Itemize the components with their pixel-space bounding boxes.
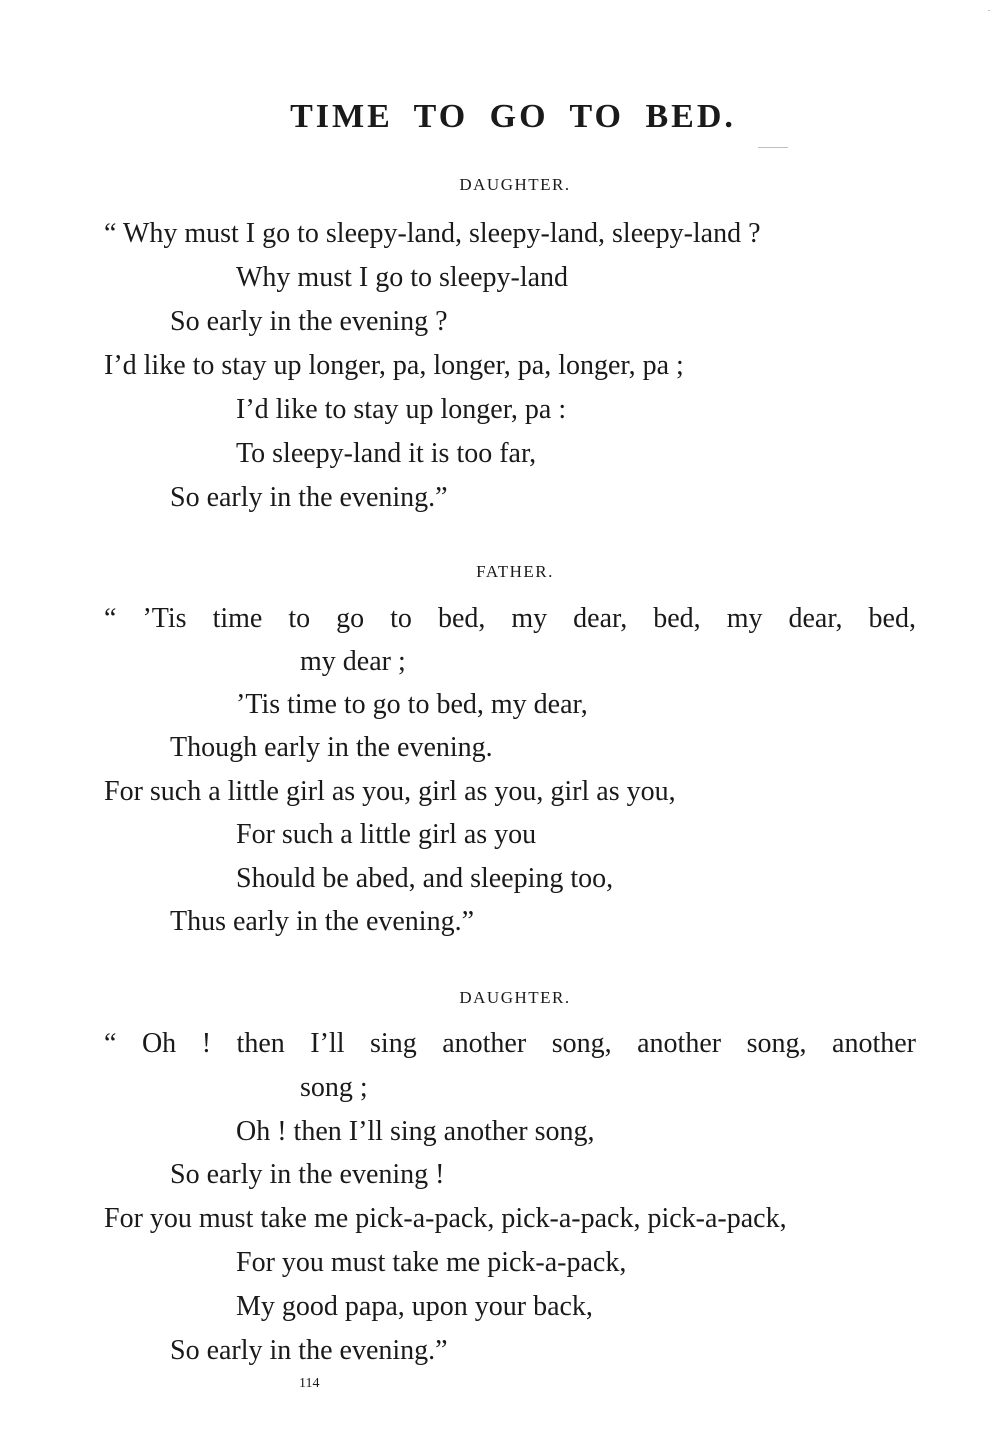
verse-line: For you must take me pick-a-pack,	[236, 1247, 627, 1278]
verse-line: Though early in the evening.	[170, 732, 493, 763]
verse-line: song ;	[300, 1072, 368, 1103]
verse-line: I’d like to stay up longer, pa, longer, pa, longer, pa ;	[104, 350, 684, 381]
verse-line: Oh ! then I’ll sing another song,	[236, 1116, 595, 1147]
speaker-label: DAUGHTER.	[459, 988, 571, 1007]
page-number: 114	[299, 1376, 320, 1391]
verse-line: Thus early in the evening.”	[170, 906, 475, 937]
speaker-label: FATHER.	[476, 562, 554, 581]
verse-line: My good papa, upon your back,	[236, 1291, 593, 1322]
verse-line: So early in the evening !	[170, 1159, 445, 1190]
verse-line: Why must I go to sleepy-land	[236, 262, 569, 293]
verse-line: For you must take me pick-a-pack, pick-a-pack, pick-a-pack,	[104, 1203, 787, 1234]
scan-speck	[988, 10, 990, 11]
verse-line: “ Oh ! then I’ll sing another song, another song, another	[104, 1028, 916, 1059]
verse-line: To sleepy-land it is too far,	[236, 438, 537, 469]
verse-line: “ ’Tis time to go to bed, my dear, bed, my dear, bed,	[104, 603, 916, 634]
verse-line: “ Why must I go to sleepy-land, sleepy-land, sleepy-land ?	[104, 218, 761, 249]
verse-line: ’Tis time to go to bed, my dear,	[236, 689, 588, 720]
verse-line: So early in the evening.”	[170, 482, 448, 513]
verse-line: my dear ;	[300, 646, 406, 677]
verse-line: I’d like to stay up longer, pa :	[236, 394, 567, 425]
verse-line: For such a little girl as you, girl as you, girl as you,	[104, 776, 676, 807]
verse-line: For such a little girl as you	[236, 819, 537, 850]
verse-line: Should be abed, and sleeping too,	[236, 863, 614, 894]
speaker-label: DAUGHTER.	[459, 175, 571, 194]
verse-line: So early in the evening ?	[170, 306, 448, 337]
scan-speck	[758, 147, 788, 148]
verse-line: So early in the evening.”	[170, 1335, 448, 1366]
poem-title: TIME TO GO TO BED.	[290, 98, 736, 135]
